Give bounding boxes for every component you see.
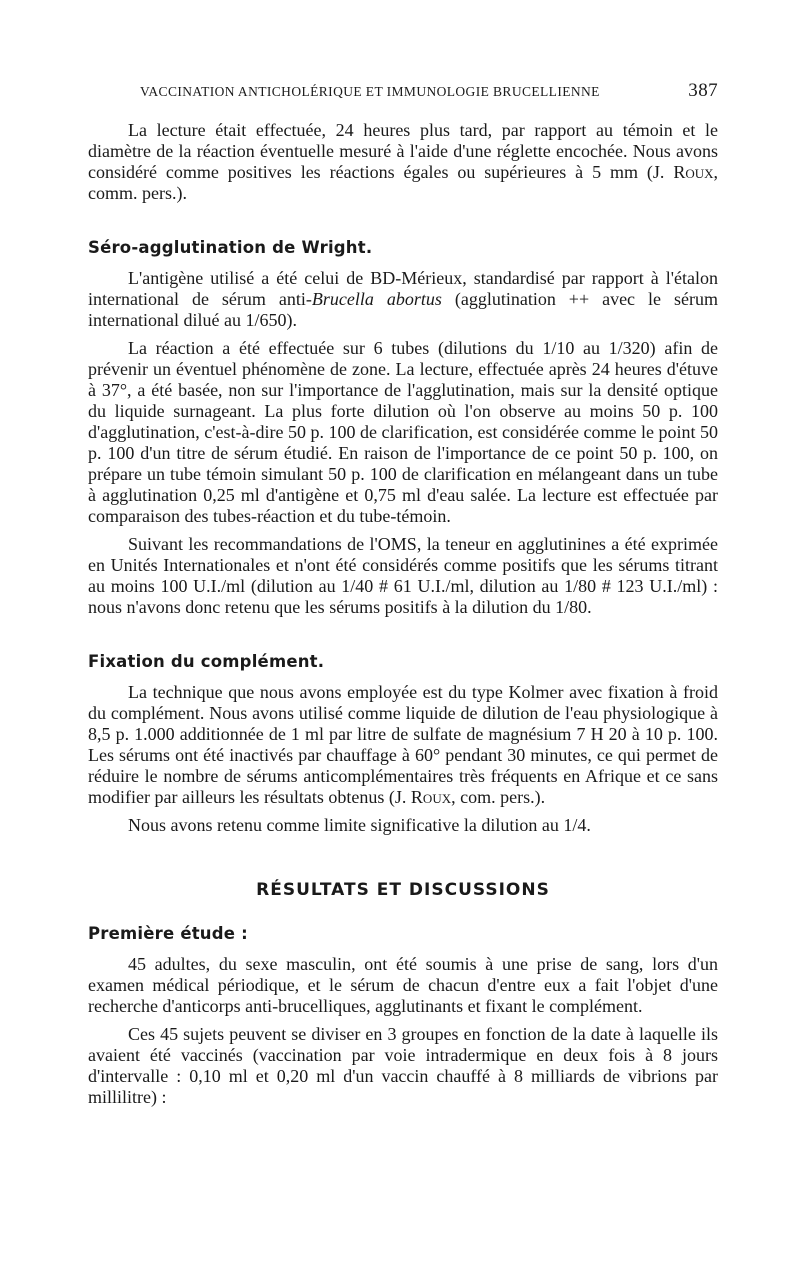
wright-heading: Séro-agglutination de Wright. (88, 238, 373, 257)
wright-paragraph-1: L'antigène utilisé a été celui de BD-Mérieux, standardisé par rapport à l'étalon international de sérum anti-Brucella abortus (agglutination ++ avec le sérum international dilué au 1/650). (88, 268, 718, 330)
species-name: Brucella abortus (311, 289, 442, 309)
results-heading: RÉSULTATS ET DISCUSSIONS (256, 880, 550, 900)
fixation-paragraph-1: La technique que nous avons employée est du type Kolmer avec fixation à froid du complément. Nous avons utilisé comme liquide de dilution de l'eau physiologique à 8,5 p. 1.000 additionnée de 1 ml par litre de sulfate de magnésium 7 H 20 à 10 p. 100. Les sérums ont été inactivés par chauffage à 60° pendant 30 minutes, ce qui permet de réduire le nombre de sérums anticomplémentaires très fréquents en Afrique et ce sans modifier par ailleurs les résultats obtenus (J. Roux, com. pers.). (88, 682, 718, 807)
author-name: Roux (673, 162, 714, 182)
page-number: 387 (688, 80, 718, 101)
author-name: Roux (410, 787, 452, 807)
intro-paragraph: La lecture était effectuée, 24 heures plus tard, par rapport au témoin et le diamètre de la réaction éventuelle mesuré à l'aide d'une réglette encochée. Nous avons considéré comme positives les réactions égales ou supérieures à 5 mm (J. Roux, comm. pers.). (88, 120, 718, 203)
fixation-paragraph-2: Nous avons retenu comme limite significative la dilution au 1/4. (128, 815, 591, 835)
running-title: VACCINATION ANTICHOLÉRIQUE ET IMMUNOLOGIE BRUCELLIENNE (140, 84, 600, 99)
first-study-heading: Première étude : (88, 924, 248, 943)
article-body (88, 120, 718, 1115)
fixation-heading: Fixation du complément. (88, 652, 325, 671)
results-paragraph-2: Ces 45 sujets peuvent se diviser en 3 groupes en fonction de la date à laquelle ils avaient été vaccinés (vaccination par voie intradermique en deux fois à 8 jours d'intervalle : 0,10 ml et 0,20 ml d'un vaccin chauffé à 8 milliards de vibrions par millilitre) : (88, 1024, 718, 1107)
results-paragraph-1: 45 adultes, du sexe masculin, ont été soumis à une prise de sang, lors d'un examen médical périodique, et le sérum de chacun d'entre eux a fait l'objet d'une recherche d'anticorps anti-brucelliques, agglutinants et fixant le complément. (88, 954, 718, 1016)
wright-paragraph-2: La réaction a été effectuée sur 6 tubes (dilutions du 1/10 au 1/320) afin de prévenir un éventuel phénomène de zone. La lecture, effectuée après 24 heures d'étuve à 37°, a été basée, non sur l'importance de l'agglutination, mais sur la densité optique du liquide surnageant. La plus forte dilution où l'on observe au moins 50 p. 100 d'agglutination, c'est-à-dire 50 p. 100 de clarification, est considérée comme le point 50 p. 100 d'un titre de sérum étudié. En raison de l'importance de ce point 50 p. 100, on prépare un tube témoin simulant 50 p. 100 de clarification en mélangeant dans un tube à agglutination 0,25 ml d'antigène et 0,75 ml d'eau salée. La lecture est effectuée par comparaison des tubes-réaction et du tube-témoin. (88, 338, 718, 526)
wright-paragraph-3: Suivant les recommandations de l'OMS, la teneur en agglutinines a été exprimée en Unités Internationales et n'ont été considérés comme positifs que les sérums titrant au moins 100 U.I./ml (dilution au 1/40 # 61 U.I./ml, dilution au 1/80 # 123 U.I./ml) : nous n'avons donc retenu que les sérums positifs à la dilution du 1/80. (88, 534, 718, 617)
